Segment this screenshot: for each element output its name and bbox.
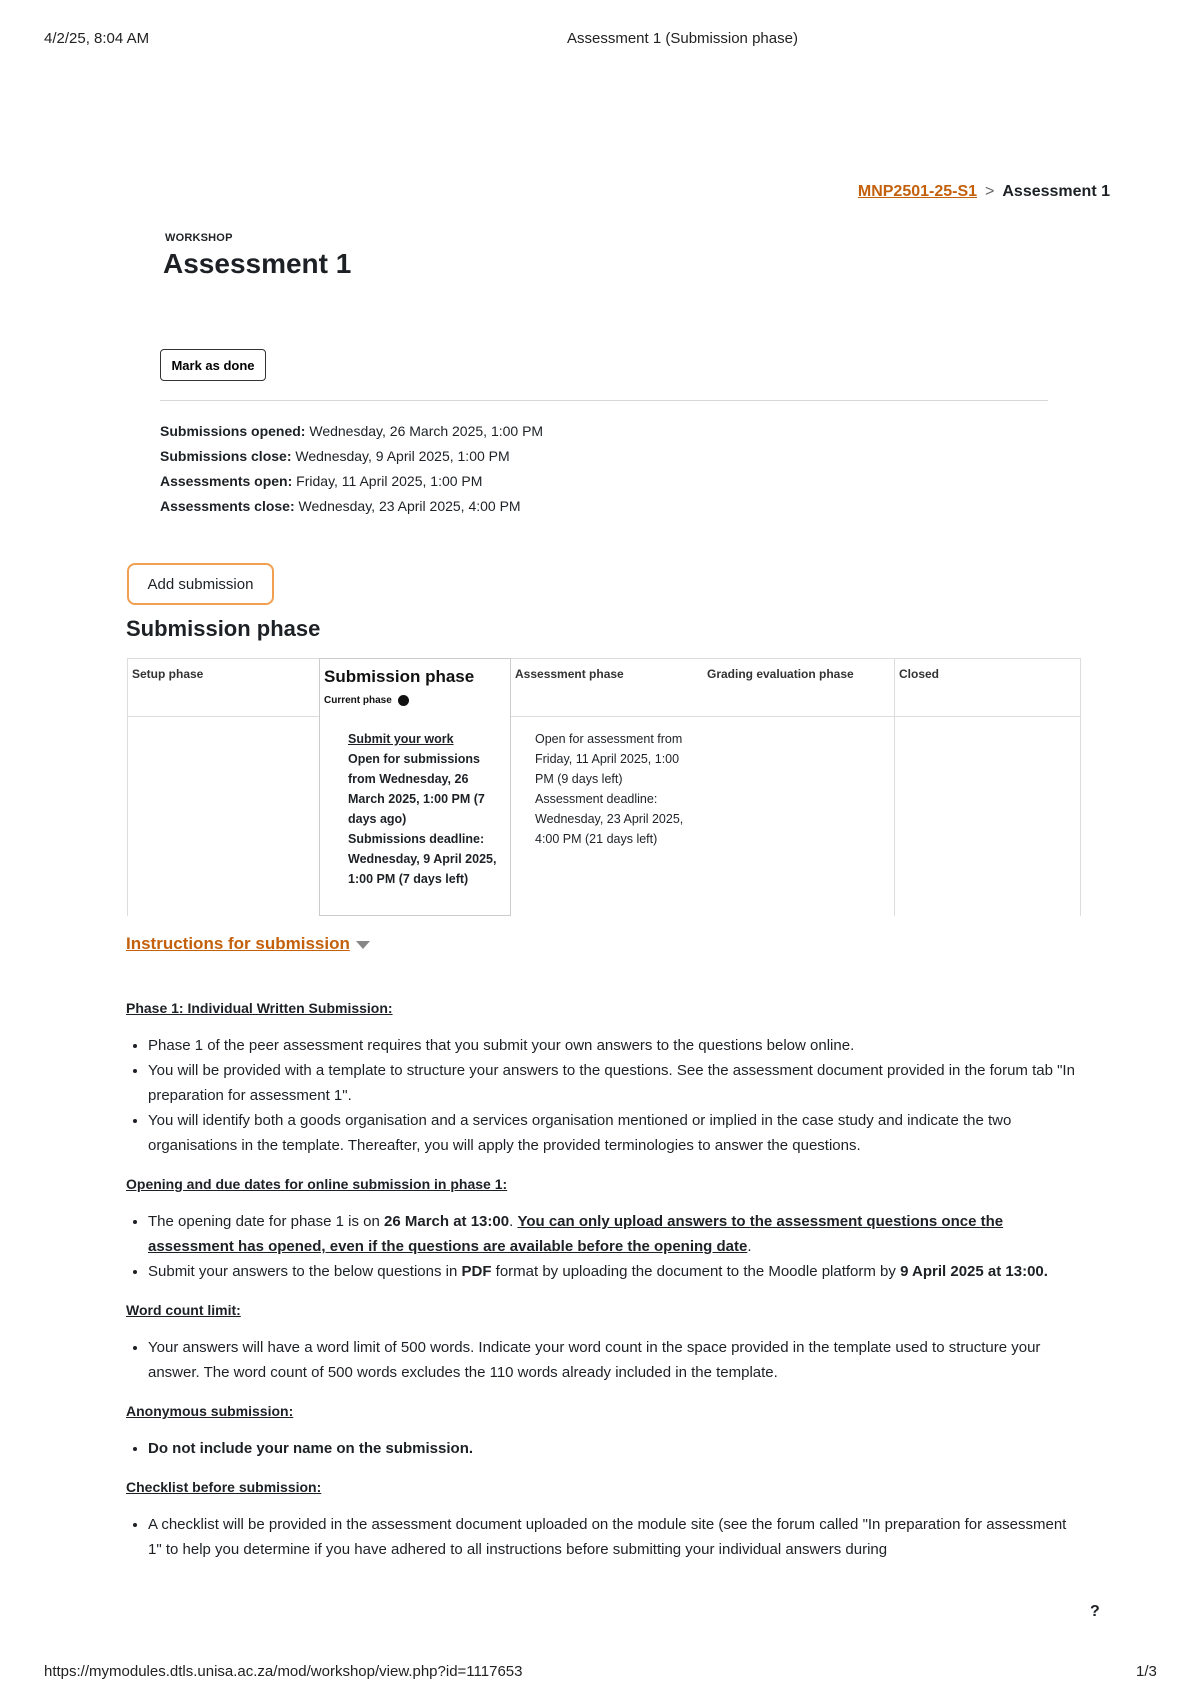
section-heading-checklist: Checklist before submission: bbox=[126, 1479, 322, 1495]
text-run: PDF bbox=[461, 1263, 492, 1280]
pdf-datetime: 4/2/25, 8:04 AM bbox=[44, 30, 150, 47]
help-icon[interactable]: ? bbox=[1090, 1603, 1100, 1620]
list-item: • You will identify both a goods organisation and a services organisation mentioned or implied in the case study and indicate the two organisations in the template. Thereafter, you will apply the provided terminologies to answer the questions. bbox=[148, 1108, 1076, 1158]
date-row bbox=[160, 419, 543, 444]
text-run: . bbox=[509, 1213, 518, 1230]
list-item bbox=[148, 1209, 1076, 1259]
divider bbox=[160, 400, 1048, 401]
list-item: • Do not include your name on the submission. bbox=[148, 1436, 1076, 1461]
mark-as-done-button[interactable]: Mark as done bbox=[160, 349, 266, 381]
text-run: 26 March at 13:00 bbox=[384, 1213, 510, 1230]
phase1-list bbox=[126, 1033, 1076, 1158]
text-run: You can only upload answers to the assessment questions once the assessment has opened, even if the questions are available before the opening date bbox=[148, 1213, 1004, 1255]
phase-assessment-body bbox=[535, 729, 691, 849]
text-run: . bbox=[747, 1238, 752, 1255]
section-heading-anonymous: Anonymous submission: bbox=[126, 1403, 294, 1419]
activity-type-label: WORKSHOP bbox=[165, 232, 233, 244]
section-heading-word-count: Word count limit: bbox=[126, 1302, 241, 1318]
phase-setup-label: Setup phase bbox=[128, 659, 319, 717]
caret-down-icon bbox=[356, 941, 370, 949]
text-run: format by uploading the document to the Moodle platform by bbox=[491, 1263, 901, 1280]
list-item: • Your answers will have a word limit of 500 words. Indicate your word count in the space provided in the template used to structure your answer. The word count of 500 words excludes the 110 words already included in the template. bbox=[148, 1335, 1076, 1385]
instructions-toggle[interactable] bbox=[126, 934, 370, 954]
phase-grading bbox=[703, 658, 895, 916]
date-label: Assessments open: bbox=[160, 473, 293, 489]
current-phase-label: Current phase bbox=[324, 695, 392, 706]
phase-heading: Submission phase bbox=[126, 616, 321, 641]
submit-your-work-link[interactable]: Submit your work bbox=[348, 732, 454, 746]
list-item bbox=[148, 1259, 1076, 1284]
phase-assessment-label: Assessment phase bbox=[511, 659, 703, 717]
date-value: Friday, 11 April 2025, 1:00 PM bbox=[296, 473, 483, 489]
submission-deadline-info: Submissions deadline: Wednesday, 9 April 2025, 1:00 PM (7 days left) bbox=[348, 832, 497, 886]
phase-closed-label: Closed bbox=[895, 659, 1080, 717]
list-item: • You will be provided with a template to structure your answers to the questions. See the assessment document provided in the forum tab "In preparation for assessment 1". bbox=[148, 1058, 1076, 1108]
add-submission-button[interactable]: Add submission bbox=[127, 563, 274, 605]
phase-setup bbox=[127, 658, 319, 916]
list-item: • Phase 1 of the peer assessment requires that you submit your own answers to the questions below online. bbox=[148, 1033, 1076, 1058]
instructions-toggle-label: Instructions for submission bbox=[126, 934, 350, 953]
breadcrumb-course-link[interactable]: MNP2501-25-S1 bbox=[857, 183, 978, 200]
activity-dates bbox=[160, 419, 543, 519]
word-list bbox=[126, 1335, 1076, 1385]
date-value: Wednesday, 23 April 2025, 4:00 PM bbox=[298, 498, 521, 514]
date-label: Assessments close: bbox=[160, 498, 295, 514]
breadcrumb-separator-icon: > bbox=[985, 183, 995, 200]
instructions-content bbox=[126, 996, 1076, 1576]
text-run: The opening date for phase 1 is on bbox=[148, 1213, 385, 1230]
submission-open-info: Open for submissions from Wednesday, 26 March 2025, 1:00 PM (7 days ago) bbox=[348, 752, 485, 826]
date-label: Submissions close: bbox=[160, 448, 292, 464]
date-label: Submissions opened: bbox=[160, 423, 306, 439]
phase-closed bbox=[895, 658, 1081, 916]
pdf-url: https://mymodules.dtls.unisa.ac.za/mod/workshop/view.php?id=1117653 bbox=[44, 1663, 523, 1680]
section-heading-phase1: Phase 1: Individual Written Submission: bbox=[126, 1000, 393, 1016]
checklist-list bbox=[126, 1512, 1076, 1562]
current-phase-indicator bbox=[324, 695, 506, 706]
date-value: Wednesday, 26 March 2025, 1:00 PM bbox=[309, 423, 544, 439]
date-row bbox=[160, 469, 543, 494]
pdf-doc-title: Assessment 1 (Submission phase) bbox=[567, 30, 798, 47]
text-run: Submit your answers to the below questions in bbox=[148, 1263, 462, 1280]
page-title: Assessment 1 bbox=[163, 248, 352, 279]
date-value: Wednesday, 9 April 2025, 1:00 PM bbox=[295, 448, 510, 464]
phase-submission bbox=[319, 658, 511, 916]
phase-submission-body bbox=[348, 729, 498, 889]
phase-assessment bbox=[511, 658, 703, 916]
dates-list bbox=[126, 1209, 1076, 1284]
assessment-deadline-info: Assessment deadline: Wednesday, 23 April 2025, 4:00 PM (21 days left) bbox=[535, 792, 684, 846]
anon-list bbox=[126, 1436, 1076, 1461]
breadcrumb bbox=[858, 183, 1110, 201]
phase-submission-header bbox=[320, 659, 510, 717]
phase-grading-label: Grading evaluation phase bbox=[703, 659, 894, 717]
assessment-open-info: Open for assessment from Friday, 11 April 2025, 1:00 PM (9 days left) bbox=[535, 732, 683, 786]
pdf-page-number: 1/3 bbox=[1136, 1663, 1157, 1680]
phase-table bbox=[127, 658, 1081, 916]
list-item: • A checklist will be provided in the assessment document uploaded on the module site (see the forum called "In preparation for assessment 1" to help you determine if you have adhered to all instructions before submitting your individual answers during bbox=[148, 1512, 1076, 1562]
text-run: 9 April 2025 at 13:00. bbox=[900, 1263, 1048, 1280]
date-row bbox=[160, 494, 543, 519]
breadcrumb-current: Assessment 1 bbox=[1002, 183, 1110, 200]
section-heading-dates: Opening and due dates for online submission in phase 1: bbox=[126, 1176, 508, 1192]
current-phase-dot-icon bbox=[398, 695, 409, 706]
date-row bbox=[160, 444, 543, 469]
phase-submission-label: Submission phase bbox=[324, 667, 475, 686]
